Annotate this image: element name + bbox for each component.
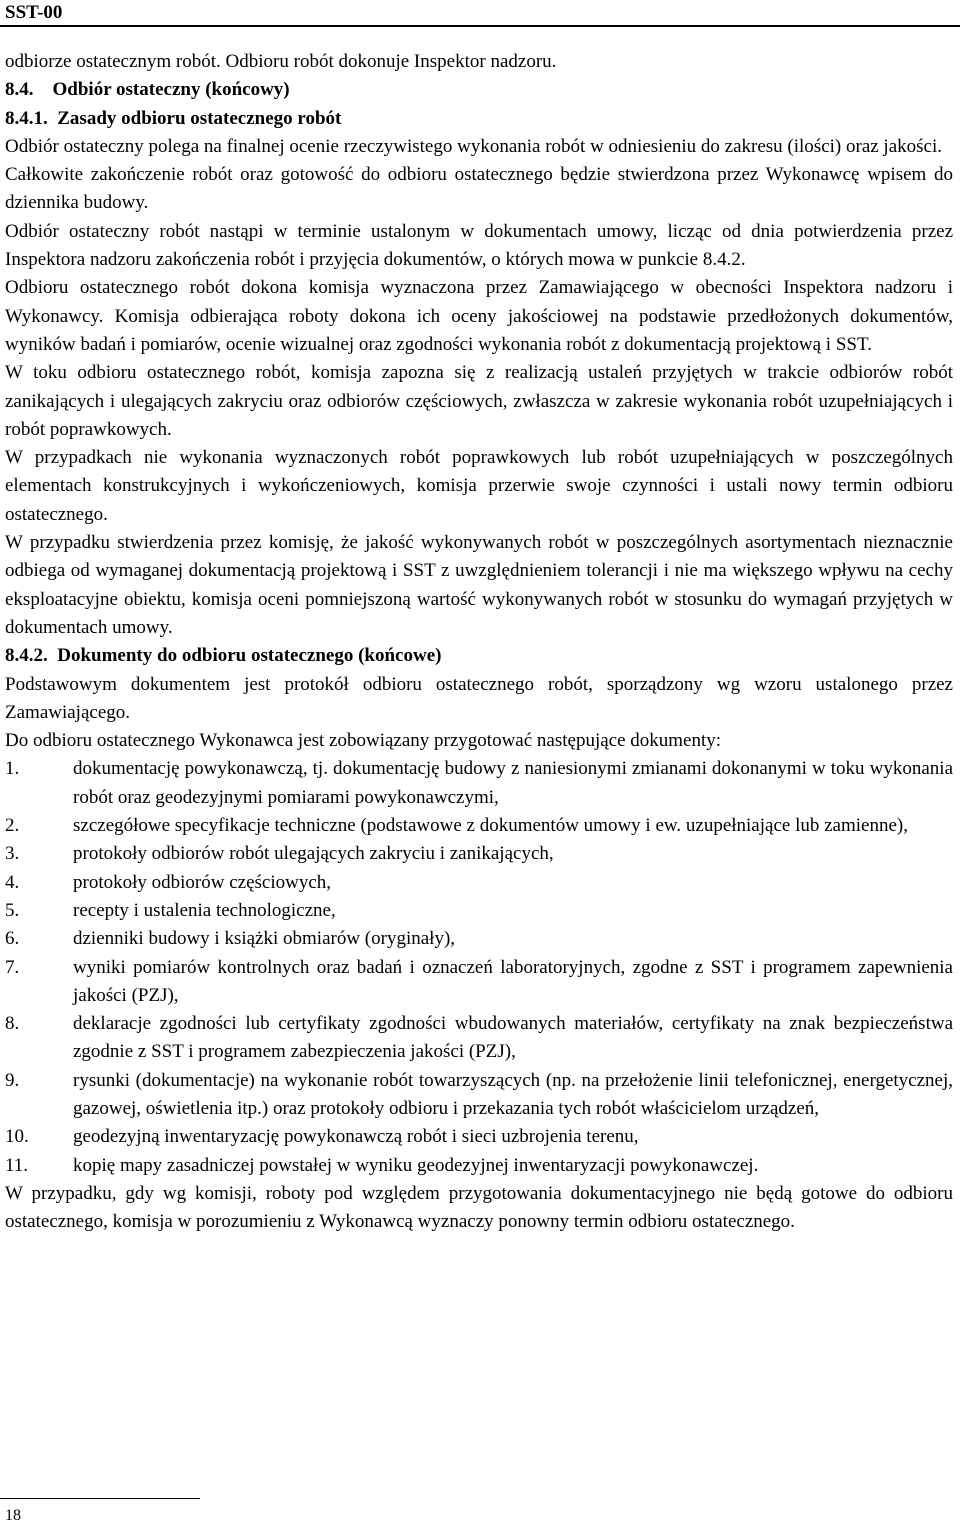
paragraph: W przypadku stwierdzenia przez komisję, że jakość wykonywanych robót w poszczególnych asortymentach nieznacznie odbiega od wymaganej dokumentacją projektową i SST z uwzględnieniem tolerancji i nie ma większego wpływu na cechy eksploatacyjne obiektu, komisja oceni pomniejszoną wartość wykonywanych robót w stosunku do wymagań przyjętych w dokumentach umowy. — [5, 532, 953, 638]
list-item — [5, 840, 953, 868]
list-number: 9. — [5, 1069, 20, 1091]
paragraph: Do odbioru ostatecznego Wykonawca jest zobowiązany przygotować następujące dokumenty: — [5, 730, 722, 752]
list-text: protokoły odbiorów robót ulegających zakryciu i zanikających, — [73, 843, 554, 865]
list-number: 8. — [5, 1013, 20, 1035]
footer-divider — [0, 1498, 200, 1499]
list-item — [5, 812, 953, 840]
list-text: protokoły odbiorów częściowych, — [73, 871, 332, 893]
list-number: 7. — [5, 956, 20, 978]
section-heading: 8.4. Odbiór ostateczny (końcowy) — [5, 79, 290, 101]
list-text: szczegółowe specyfikacje techniczne (podstawowe z dokumentów umowy i ew. uzupełniające lub zamienne), — [73, 815, 908, 837]
list-number: 1. — [5, 758, 20, 780]
paragraph: W przypadkach nie wykonania wyznaczonych robót poprawkowych lub robót uzupełniających w poszczególnych elementach konstrukcyjnych i wykończeniowych, komisja przerwie swoje czynności i ustali nowy termin odbioru ostatecznego. — [5, 447, 953, 525]
subsection-heading: 8.4.1. Zasady odbioru ostatecznego robót — [5, 107, 342, 129]
paragraph: Odbiór ostateczny robót nastąpi w terminie ustalonym w dokumentach umowy, licząc od dnia potwierdzenia przez Inspektora nadzoru zakończenia robót i przyjęcia dokumentów, o których mowa w punkcie 8.4.2. — [5, 220, 953, 271]
paragraph: Podstawowym dokumentem jest protokół odbioru ostatecznego robót, sporządzony wg wzoru ustalonego przez Zamawiającego. — [5, 673, 953, 723]
paragraph: odbiorze ostatecznym robót. Odbioru robót dokonuje Inspektor nadzoru. — [5, 51, 557, 72]
header-divider — [0, 25, 960, 27]
list-item — [5, 869, 953, 897]
list-item — [5, 925, 953, 953]
paragraph: W przypadku, gdy wg komisji, roboty pod względem przygotowania dokumentacyjnego nie będą gotowe do odbioru ostatecznego, komisja w porozumieniu z Wykonawcą wyznaczy ponowny termin odbioru ostatecznego. — [5, 1182, 953, 1233]
list-text: deklaracje zgodności lub certyfikaty zgodności wbudowanych materiałów, certyfikaty na znak bezpieczeństwa zgodnie z SST i programem zabezpieczenia jakości (PZJ), — [73, 1013, 953, 1063]
paragraph: Odbiór ostateczny polega na finalnej ocenie rzeczywistego wykonania robót w odniesieniu do zakresu (ilości) oraz jakości. — [5, 135, 943, 157]
subsection-heading: 8.4.2. Dokumenty do odbioru ostatecznego (końcowe) — [5, 645, 442, 667]
list-text: dzienniki budowy i książki obmiarów (oryginały), — [73, 928, 456, 950]
list-item — [5, 897, 953, 925]
list-text: kopię mapy zasadniczej powstałej w wyniku geodezyjnej inwentaryzacji powykonawczej. — [73, 1154, 759, 1176]
list-number: 4. — [5, 871, 20, 893]
list-text: wyniki pomiarów kontrolnych oraz badań i oznaczeń laboratoryjnych, zgodne z SST i programem zapewnienia jakości (PZJ), — [73, 956, 953, 1006]
document-code: SST-00 — [5, 2, 63, 23]
list-number: 10. — [5, 1126, 29, 1148]
page-number: 18 — [5, 1507, 21, 1524]
list-item — [5, 954, 953, 1011]
document-body — [5, 48, 953, 1236]
list-item — [5, 1067, 953, 1124]
page-header — [0, 0, 960, 28]
paragraph: W toku odbioru ostatecznego robót, komisja zapozna się z realizacją ustaleń przyjętych w trakcie odbiorów robót zanikających i ulegających zakryciu oraz odbiorów częściowych, zwłaszcza w zakresie wykonania robót uzupełniających i robót poprawkowych. — [5, 362, 953, 440]
list-number: 6. — [5, 928, 20, 950]
list-text: recepty i ustalenia technologiczne, — [73, 899, 336, 921]
list-text: rysunki (dokumentacje) na wykonanie robót towarzyszących (np. na przełożenie linii telefonicznej, energetycznej, gazowej, oświetlenia itp.) oraz protokoły odbioru i przekazania tych robót właścicielom urządzeń, — [73, 1069, 953, 1119]
documents-list — [5, 755, 953, 1179]
list-text: geodezyjną inwentaryzację powykonawczą robót i sieci uzbrojenia terenu, — [73, 1126, 639, 1148]
list-text: dokumentację powykonawczą, tj. dokumentację budowy z naniesionymi zmianami dokonanymi w toku wykonania robót oraz geodezyjnymi pomiarami powykonawczymi, — [73, 758, 953, 808]
paragraph: Całkowite zakończenie robót oraz gotowość do odbioru ostatecznego będzie stwierdzona przez Wykonawcę wpisem do dziennika budowy. — [5, 164, 953, 214]
list-item — [5, 755, 953, 812]
list-number: 11. — [5, 1154, 29, 1176]
list-number: 2. — [5, 815, 20, 837]
list-item — [5, 1010, 953, 1067]
paragraph: Odbioru ostatecznego robót dokona komisja wyznaczona przez Zamawiającego w obecności Inspektora nadzoru i Wykonawcy. Komisja odbierająca roboty dokona ich oceny jakościowej na podstawie przedłożonych dokumentów, wyników badań i pomiarów, ocenie wizualnej oraz zgodności wykonania robót z dokumentacją projektową i SST. — [5, 277, 953, 355]
list-number: 5. — [5, 899, 20, 921]
list-number: 3. — [5, 843, 20, 865]
list-item — [5, 1123, 953, 1151]
list-item — [5, 1152, 953, 1180]
